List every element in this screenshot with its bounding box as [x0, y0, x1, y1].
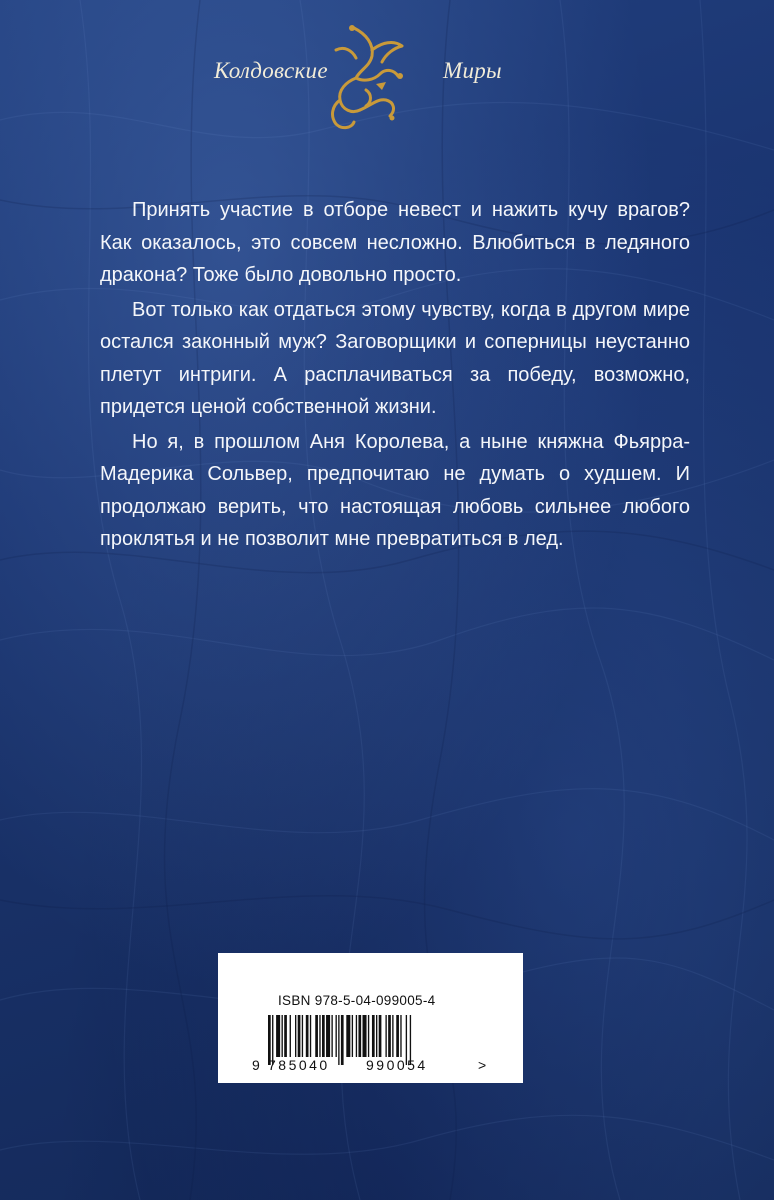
blurb-paragraph: Принять участие в отборе невест и нажить кучу врагов? Как оказалось, это совсем несложно. Влюбиться в ледяного дракона? Тоже было довольно просто.	[100, 199, 690, 286]
isbn-number: ISBN 978-5-04-099005-4	[278, 993, 436, 1008]
barcode-digit-first: 9	[252, 1057, 260, 1073]
isbn-barcode-label	[218, 953, 523, 1083]
series-name-right: Миры	[443, 58, 502, 83]
blurb-paragraph: Вот только как отдаться этому чувству, когда в другом мире остался законный муж? Заговорщики и соперницы неустанно плетут интриги. А расплачиваться за победу, возможно, придется ценой собственной жизни.	[100, 298, 690, 418]
dragon-icon	[316, 20, 416, 138]
blurb-text	[100, 194, 690, 558]
barcode-digit-group-left: 785040	[268, 1057, 330, 1073]
blurb-paragraph: Но я, в прошлом Аня Королева, а ныне княжна Фьярра-Мадерика Сольвер, предпочитаю не думать о худшем. И продолжаю верить, что настоящая любовь сильнее любого проклятья и не позволит мне превратиться в лед.	[100, 430, 690, 550]
series-name-left: Колдовские	[214, 58, 328, 83]
series-logo	[0, 40, 774, 140]
barcode-digit-group-right: 990054	[366, 1057, 428, 1073]
barcode-digits	[252, 1057, 492, 1077]
barcode-quiet-zone-marker: >	[478, 1057, 487, 1073]
